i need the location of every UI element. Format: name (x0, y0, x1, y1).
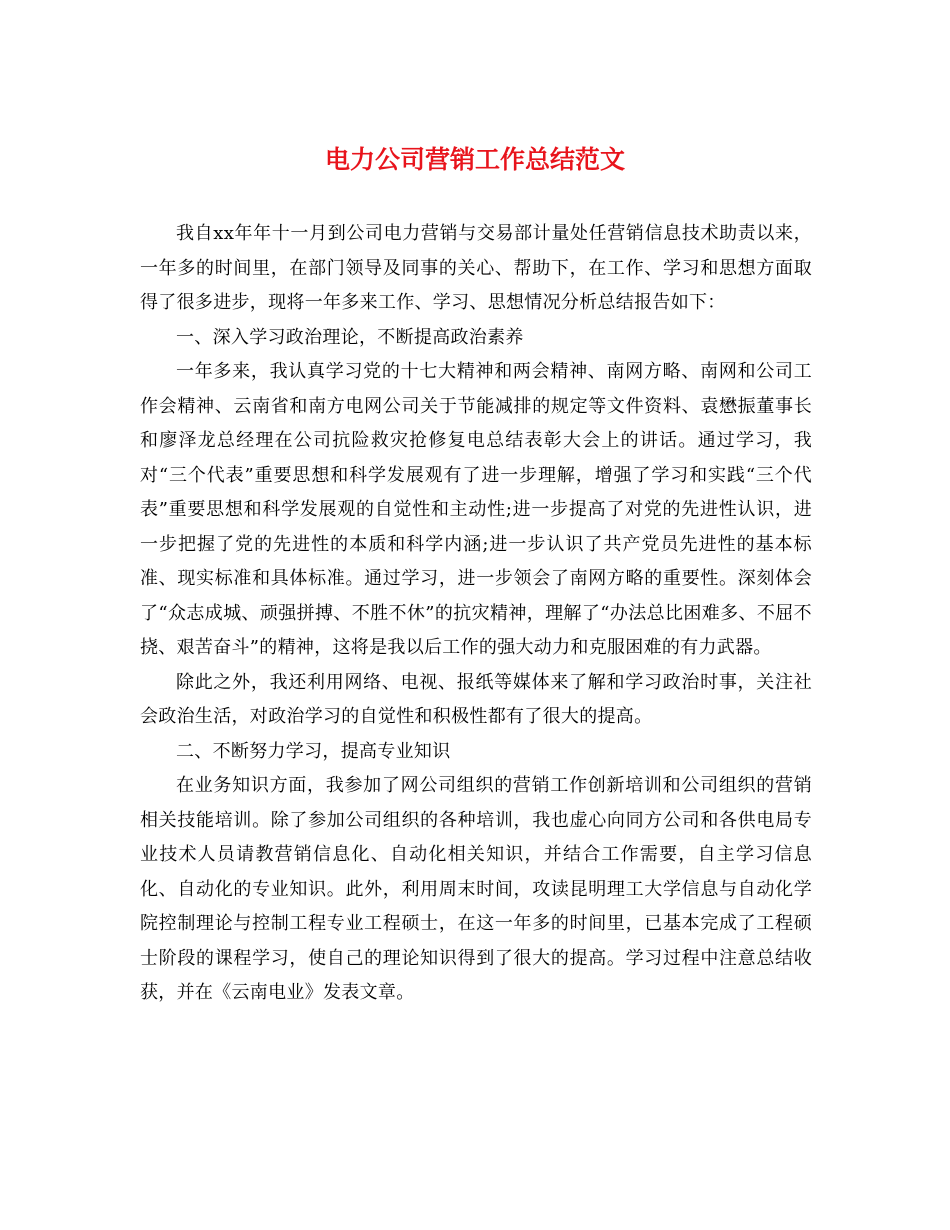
section-heading-professional: 二、不断努力学习，提高专业知识 (176, 740, 451, 762)
section-heading-politics: 一、深入学习政治理论，不断提高政治素养 (176, 326, 524, 348)
paragraph-intro: 我自xx年年十一月到公司电力营销与交易部计量处任营销信息技术助责以来，一年多的时间里，在部门领导及同事的关心、帮助下，在工作、学习和思想方面取得了很多进步，现将一年多来工作、学习、思想情况分析总结报告如下： (140, 223, 812, 313)
paragraph-current-affairs: 除此之外，我还利用网络、电视、报纸等媒体来了解和学习政治时事，关注社会政治生活，对政治学习的自觉性和积极性都有了很大的提高。 (140, 671, 812, 727)
document-body (140, 217, 812, 1011)
paragraph-professional-study: 在业务知识方面，我参加了网公司组织的营销工作创新培训和公司组织的营销相关技能培训。除了参加公司组织的各种培训，我也虚心向同方公司和各供电局专业技术人员请教营销信息化、自动化相关知识，并结合工作需要，自主学习信息化、自动化的专业知识。此外，利用周末时间，攻读昆明理工大学信息与自动化学院控制理论与控制工程专业工程硕士，在这一年多的时间里，已基本完成了工程硕士阶段的课程学习，使自己的理论知识得到了很大的提高。学习过程中注意总结收获，并在《云南电业》发表文章。 (140, 775, 812, 1003)
paragraph-politics-study: 一年多来，我认真学习党的十七大精神和两会精神、南网方略、南网和公司工作会精神、云南省和南方电网公司关于节能减排的规定等文件资料、袁懋振董事长和廖泽龙总经理在公司抗险救灾抢修复电总结表彰大会上的讲话。通过学习，我对“三个代表”重要思想和科学发展观有了进一步理解，增强了学习和实践“三个代表”重要思想和科学发展观的自觉性和主动性;进一步提高了对党的先进性认识，进一步把握了党的先进性的本质和科学内涵;进一步认识了共产党员先进性的基本标准、现实标准和具体标准。通过学习，进一步领会了南网方略的重要性。深刻体会了“众志成城、顽强拼搏、不胜不休”的抗灾精神，理解了“办法总比困难多、不屈不挠、艰苦奋斗”的精神，这将是我以后工作的强大动力和克服困难的有力武器。 (140, 361, 812, 658)
document-title: 电力公司营销工作总结范文 (324, 145, 625, 174)
